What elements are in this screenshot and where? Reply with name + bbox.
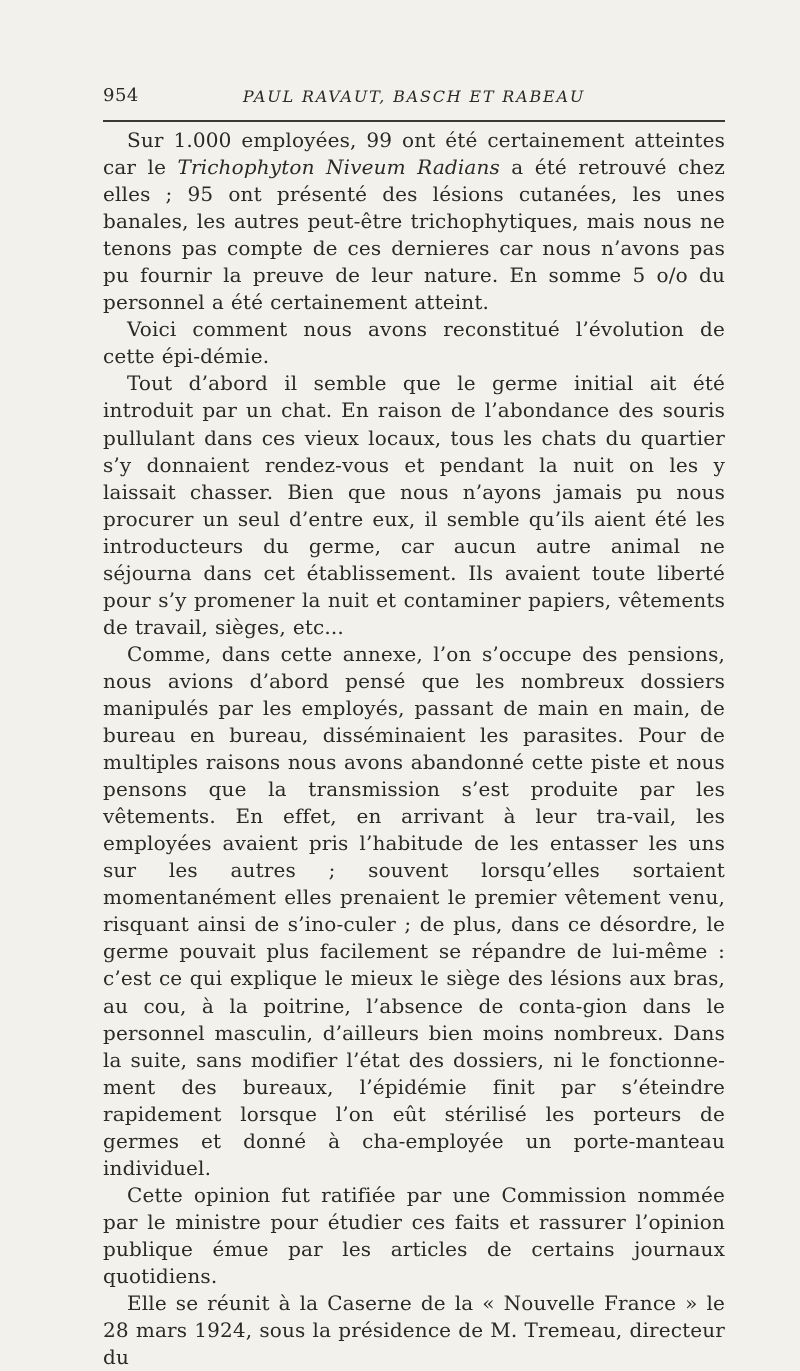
line: Cette opinion fut ratifiée par une Commission nommée par le [103, 1182, 725, 1234]
line: avions d’abord pensé que les nombreux dossiers manipulés par [103, 668, 725, 720]
line: atteint. [414, 290, 490, 315]
line: Voici comment nous avons reconstitué l’évolution de cette épi- [103, 317, 725, 369]
line: Dans la suite, sans modifier l’état des dossiers, ni le fonctionne- [103, 1020, 725, 1072]
line: des lésions aux bras, au cou, à la poitrine, l’absence de conta- [103, 966, 726, 1018]
line: Tout d’abord il semble que le germe initial ait été introduit [103, 371, 725, 423]
line: vail, les employées avaient pris l’habitude de les entasser les uns [103, 804, 726, 856]
line: les employés, passant de main en main, de bureau en bureau, [103, 695, 725, 748]
line: ment des bureaux, l’épidémie finit par s’éteindre rapidement [103, 1074, 725, 1126]
line: que nous n’ayons jamais pu nous procurer un seul d’entre eux, [103, 479, 725, 531]
page-number: 954 [103, 85, 139, 106]
line: par un chat. En raison de l’abondance des souris pullulant dans [103, 398, 725, 450]
line: Comme, dans cette annexe, l’on s’occupe des pensions, nous [103, 641, 725, 693]
paragraph-6 [103, 1290, 725, 1371]
line: ces vieux locaux, tous les chats du quartier s’y donnaient [103, 425, 725, 477]
line: culer ; de plus, dans ce désordre, le germe pouvait plus facilement [103, 912, 725, 964]
line: autre animal ne séjourna dans cet établissement. Ils avaient [103, 533, 726, 585]
line: dernieres car nous n’avons pas pu fournir la preuve de leur [103, 236, 725, 288]
paragraph-2 [103, 316, 725, 370]
line: toute liberté pour s’y promener la nuit et contaminer papiers, [103, 560, 725, 612]
line: lorsque l’on eût stérilisé les porteurs de germes et donné à cha- [103, 1101, 725, 1153]
line: gion dans le personnel masculin, d’ailleurs bien moins nombreux. [103, 993, 725, 1045]
paragraph-4 [103, 641, 725, 1182]
line: s’est produite par les vêtements. En effet, en arrivant à leur tra- [103, 777, 726, 829]
line: Sur 1.000 employées, 99 ont été certainement atteintes car le [103, 128, 725, 180]
line: abandonné cette piste et nous pensons que la transmission [103, 750, 725, 802]
line: être trichophytiques, mais nous ne tenons pas compte de ces [103, 209, 725, 261]
line: Elle se réunit à la Caserne de la « Nouvelle France » le [127, 1291, 725, 1316]
paragraph-3 [103, 370, 725, 640]
species-name: Trichophyton Niveum Radians [177, 155, 500, 180]
line: démie. [200, 344, 270, 369]
line: sur les autres ; souvent lorsqu’elles sortaient momentanément [103, 858, 725, 910]
line: émue par les articles de certains journaux quotidiens. [103, 1236, 726, 1288]
line: ministre pour étudier ces faits et rassurer l’opinion publique [103, 1209, 725, 1261]
running-title: PAUL RAVAUT, BASCH ET RABEAU [242, 87, 586, 106]
paragraph-1 [103, 127, 725, 316]
header-rule [103, 120, 725, 122]
line: vêtements de travail, sièges, etc... [103, 587, 725, 639]
line: il semble qu’ils aient été les introducteurs du germe, car aucun [103, 506, 726, 558]
line: disséminaient les parasites. Pour de multiples raisons nous avons [103, 723, 725, 775]
line: nature. En somme 5 o/o du personnel a été certainement [103, 263, 725, 315]
paragraph-5 [103, 1182, 725, 1290]
line: elles prenaient le premier vêtement venu, risquant ainsi de s’ino- [103, 885, 725, 937]
line: Trichophyton Niveum Radians a été retrouvé chez elles ; 95 ont [103, 155, 725, 207]
line: 28 mars 1924, sous la présidence de M. Tremeau, directeur du [103, 1318, 725, 1370]
page-header [103, 83, 725, 113]
line: se répandre de lui-même : c’est ce qui explique le mieux le siège [103, 939, 725, 991]
body-text [103, 127, 725, 1371]
line: rendez-vous et pendant la nuit on les y laissait chasser. Bien [103, 452, 725, 504]
line: présenté des lésions cutanées, les unes banales, les autres peut- [103, 182, 725, 234]
line: employée un porte-manteau individuel. [103, 1128, 725, 1180]
